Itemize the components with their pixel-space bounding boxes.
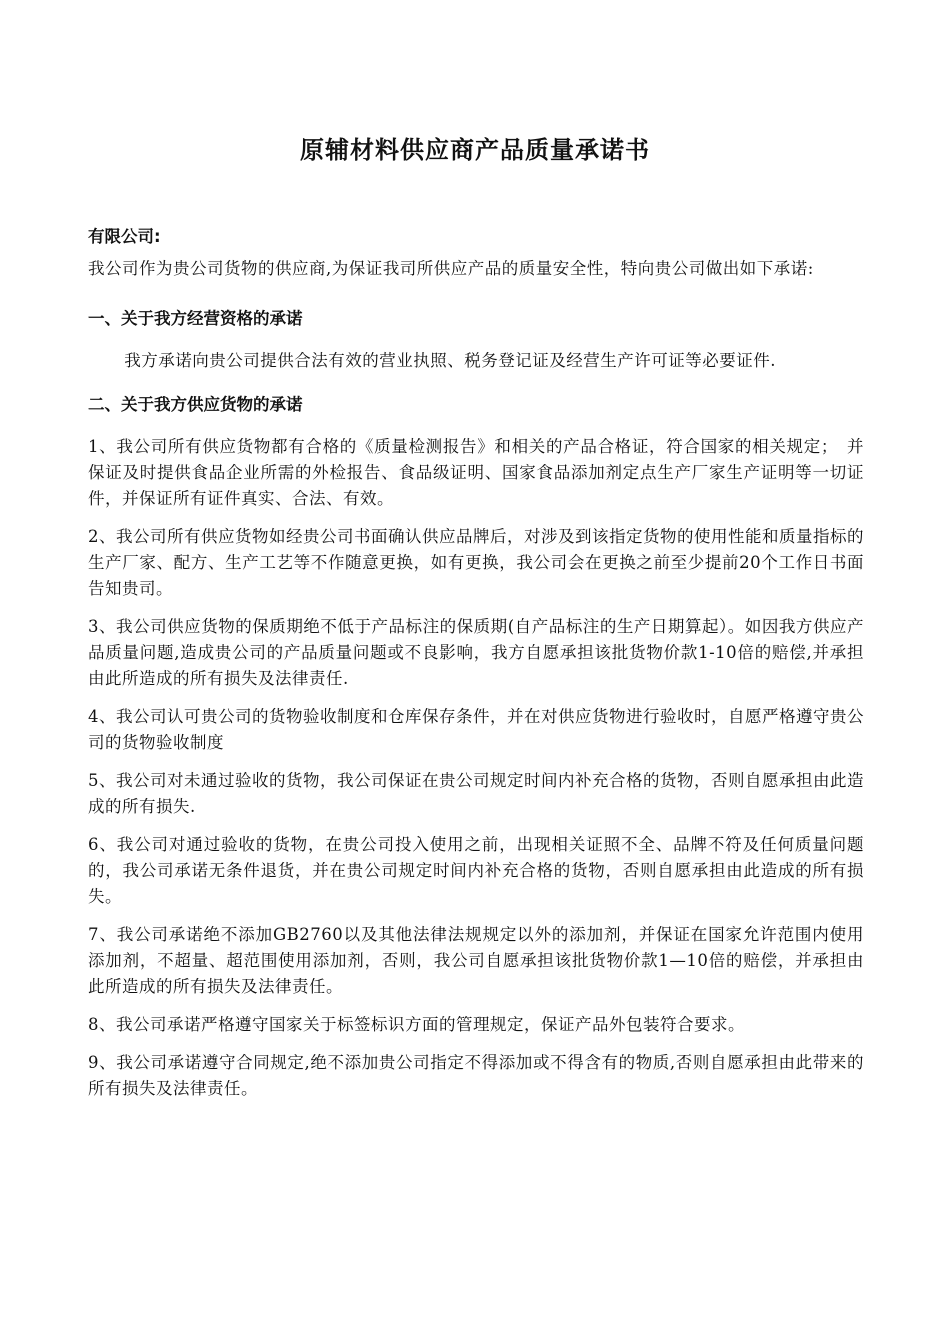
commitment-item-9: 9、我公司承诺遵守合同规定,绝不添加贵公司指定不得添加或不得含有的物质,否则自愿承担由此带来的所有损失及法律责任。: [88, 1053, 864, 1098]
intro-paragraph: 我公司作为贵公司货物的供应商,为保证我司所供应产品的质量安全性，特向贵公司做出如下承诺:: [88, 259, 814, 278]
commitment-item-2: 2、我公司所有供应货物如经贵公司书面确认供应品牌后，对涉及到该指定货物的使用性能和质量指标的生产厂家、配方、生产工艺等不作随意更换，如有更换，我公司会在更换之前至少提前20个工作日书面告知贵司。: [88, 527, 864, 598]
document-body: [88, 224, 864, 1102]
section-heading-qualification: 一、关于我方经营资格的承诺: [88, 309, 303, 328]
section-heading-goods: 二、关于我方供应货物的承诺: [88, 395, 303, 414]
commitment-item-5: 5、我公司对未通过验收的货物，我公司保证在贵公司规定时间内补充合格的货物，否则自愿承担由此造成的所有损失.: [88, 771, 864, 816]
commitment-item-4: 4、我公司认可贵公司的货物验收制度和仓库保存条件，并在对供应货物进行验收时，自愿严格遵守贵公司的货物验收制度: [88, 707, 864, 752]
salutation: 有限公司:: [88, 227, 161, 246]
commitment-item-1: 1、我公司所有供应货物都有合格的《质量检测报告》和相关的产品合格证，符合国家的相关规定； 并保证及时提供食品企业所需的外检报告、食品级证明、国家食品添加剂定点生产厂家生产证明等一切证件，并保证所有证件真实、合法、有效。: [88, 437, 864, 508]
commitment-item-8: 8、我公司承诺严格遵守国家关于标签标识方面的管理规定，保证产品外包装符合要求。: [88, 1015, 745, 1034]
commitment-item-7: 7、我公司承诺绝不添加GB2760以及其他法律法规规定以外的添加剂，并保证在国家允许范围内使用添加剂，不超量、超范围使用添加剂，否则，我公司自愿承担该批货物价款1—10倍的赔偿，并承担由此所造成的所有损失及法律责任。: [88, 925, 864, 996]
section-text-qualification: 我方承诺向贵公司提供合法有效的营业执照、税务登记证及经营生产许可证等必要证件.: [124, 351, 777, 370]
commitment-item-6: 6、我公司对通过验收的货物，在贵公司投入使用之前，出现相关证照不全、品牌不符及任何质量问题的，我公司承诺无条件退货，并在贵公司规定时间内补充合格的货物，否则自愿承担由此造成的所有损失。: [88, 835, 864, 906]
document-title: 原辅材料供应商产品质量承诺书: [300, 136, 650, 164]
commitment-item-3: 3、我公司供应货物的保质期绝不低于产品标注的保质期(自产品标注的生产日期算起）。如因我方供应产品质量问题,造成贵公司的产品质量问题或不良影响，我方自愿承担该批货物价款1-10倍的赔偿,并承担由此所造成的所有损失及法律责任.: [88, 617, 864, 688]
